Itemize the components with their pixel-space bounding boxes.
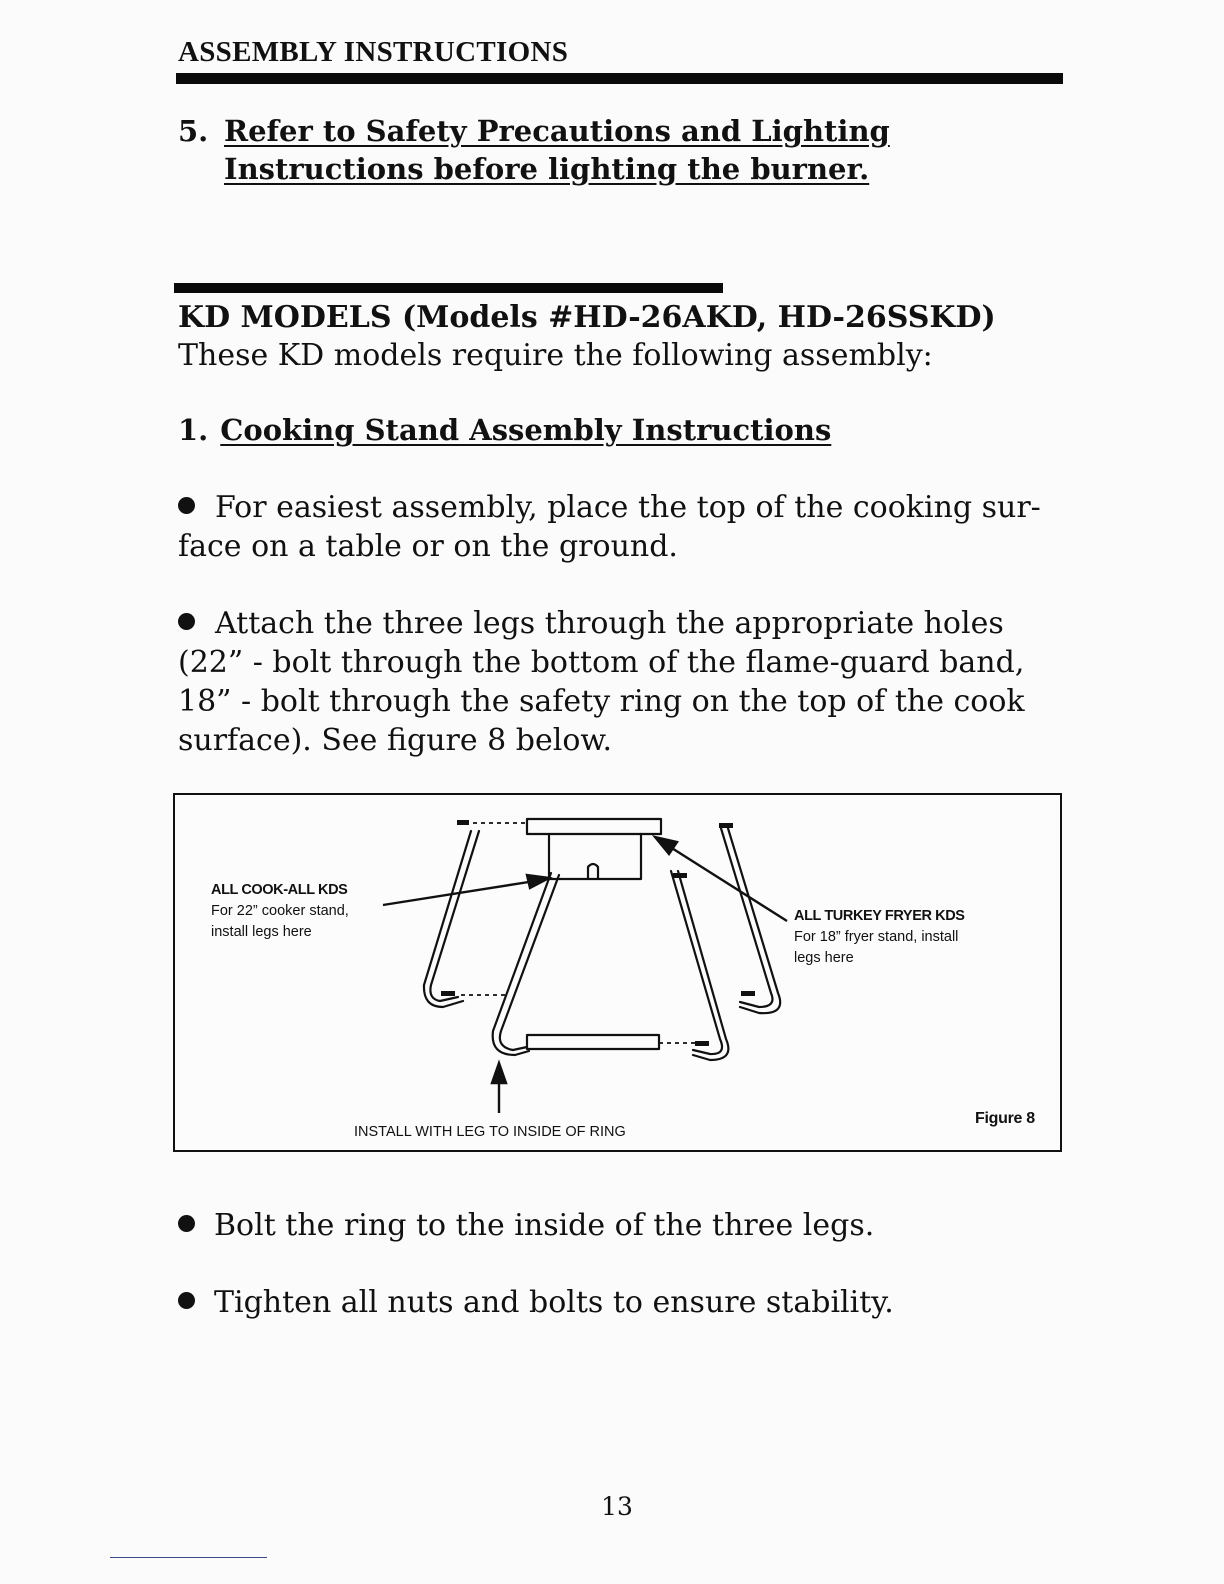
- bottom-ring: [527, 1035, 659, 1049]
- bullet-icon: [178, 613, 195, 630]
- step-5-number: 5.: [178, 114, 209, 148]
- right-outer-leg: [720, 825, 773, 1007]
- figure-caption: Figure 8: [975, 1110, 1035, 1127]
- bolt-guides: [461, 823, 695, 1043]
- right-arrow-head: [655, 837, 677, 854]
- bullet-item: [178, 488, 1068, 566]
- section-divider: [174, 283, 723, 293]
- left-label: [211, 880, 349, 943]
- step-1-text: Cooking Stand Assembly Instructions: [220, 413, 832, 447]
- footer-line: [110, 1557, 267, 1558]
- bullet-icon: [178, 1292, 195, 1309]
- left-label-line2: install legs here: [211, 924, 312, 940]
- kd-models-title: KD MODELS (Models #HD-26AKD, HD-26SSKD): [178, 300, 996, 335]
- bullet-item: [178, 1283, 1068, 1322]
- cook-surface-body: [549, 834, 641, 879]
- right-inner-leg: [671, 871, 722, 1054]
- right-label-line1: For 18” fryer stand, install: [794, 929, 959, 945]
- left-arrow-line: [383, 881, 535, 905]
- stand-assembly-diagram: [175, 795, 1060, 1150]
- left-leg: [430, 831, 479, 1001]
- bullet-item: [178, 1206, 1068, 1245]
- middle-leg: [500, 875, 559, 1050]
- bullet-text: Tighten all nuts and bolts to ensure stability.: [214, 1285, 894, 1320]
- bullet-text: For easiest assembly, place the top of the cooking sur- face on a table or on the ground.: [178, 490, 1041, 564]
- right-label-title: ALL TURKEY FRYER KDS: [794, 908, 965, 924]
- right-label: [794, 906, 965, 969]
- right-label-line2: legs here: [794, 950, 854, 966]
- bullet-item: [178, 604, 1068, 760]
- burner-opening: [588, 864, 598, 879]
- kd-models-subtitle: These KD models require the following assembly:: [178, 338, 933, 373]
- left-label-title: ALL COOK-ALL KDS: [211, 882, 348, 898]
- left-leg-inner: [424, 831, 471, 1007]
- figure-8: [173, 793, 1062, 1152]
- cook-surface-top: [527, 819, 661, 834]
- bottom-arrow-head: [492, 1063, 506, 1083]
- right-arrow-line: [667, 845, 787, 921]
- bullet-text: Attach the three legs through the appropriate holes (22” - bolt through the bottom of the flame-guard band, 18” - bolt through the safety ring on the top of the cook surface). See figure 8 below.: [178, 606, 1025, 758]
- bullet-icon: [178, 1215, 195, 1232]
- step-1-number: 1.: [178, 413, 209, 447]
- step-5-text: Refer to Safety Precautions and Lighting Instructions before lighting the burner.: [224, 114, 890, 186]
- right-outer-leg-outer: [727, 825, 780, 1013]
- bolt-markers: [441, 820, 755, 1046]
- step-1: [178, 413, 831, 447]
- page-number: 13: [601, 1492, 633, 1521]
- bullet-icon: [178, 497, 195, 514]
- section-header: ASSEMBLY INSTRUCTIONS: [178, 36, 569, 68]
- bullet-text: Bolt the ring to the inside of the three legs.: [214, 1208, 875, 1243]
- header-divider: [176, 73, 1063, 84]
- bottom-label: INSTALL WITH LEG TO INSIDE OF RING: [354, 1124, 626, 1140]
- left-label-line1: For 22” cooker stand,: [211, 903, 349, 919]
- right-inner-leg-outer: [678, 871, 728, 1060]
